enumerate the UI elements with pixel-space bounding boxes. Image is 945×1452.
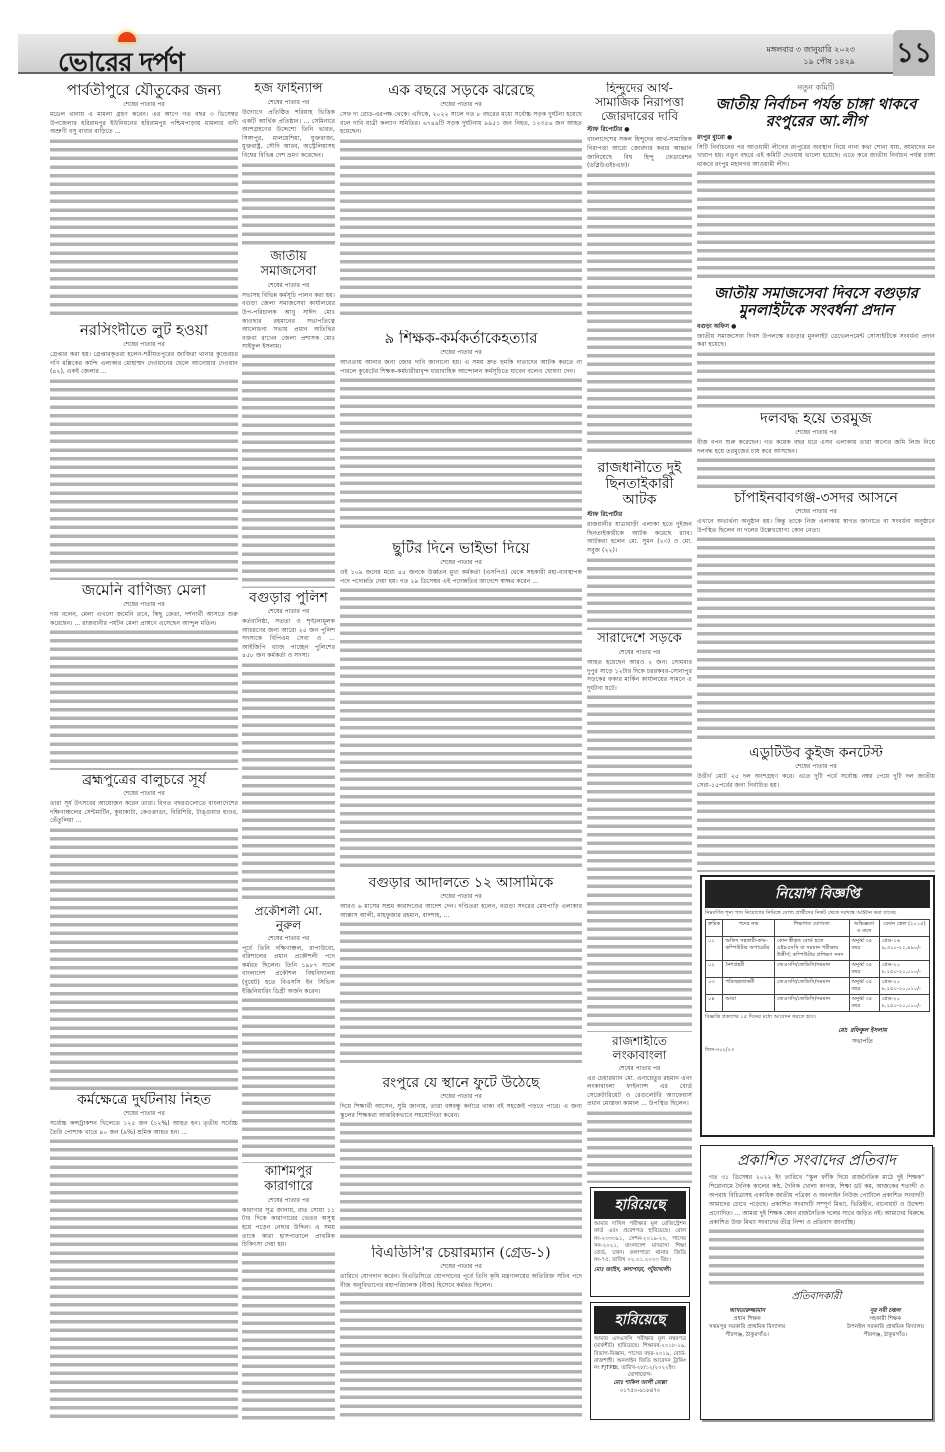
article-headline: পার্বতীপুরে যৌতুকের জন্য [66, 82, 222, 99]
continued-label: শেষের পাতার পর [123, 1110, 165, 1118]
job-table-cell: নৈশপ্রহরী [723, 961, 775, 978]
job-table-cell: জেএসসি/জেডিসি/সমমান [774, 961, 849, 978]
lost-notice-2 [590, 1302, 690, 1420]
continued-label: শেষের পাতার পর [123, 790, 165, 798]
job-table-cell: গ্রেড-২০ ৮,২৫০-২০,০১০/- [879, 978, 929, 995]
article-headline: দলবদ্ধ হয়ে তরমুজ [760, 410, 872, 427]
continued-label: শেষের পাতার পর [618, 1064, 661, 1072]
article-body: ওই ১০৯ জনের মধ্যে ৪৫ জনকে উর্ধ্বতন মুখ্য কর্মকর্তা (এসপিও) থেকে সহকারী মহা-ব্যবস্থাপক পদে পদোন্নতি দেয়া হয়। গত ২৯ ডিসেম্বর এই পদোন্নতির আদেশে স্বাক্ষর করেন ... [340, 569, 582, 585]
article-chapai [697, 490, 935, 743]
job-table-cell: জেএসসি/জেডিসি/সমমান [774, 995, 849, 1012]
job-ad-signatory: মো: রফিকুল ইসলাম [838, 1027, 887, 1034]
signer-school: উপনইল সরকারি প্রাথমিক বিদ্যালয় [846, 1323, 924, 1330]
article-body: আহত হয়েছেন আরও ২ জন। সোমবার দুপুর সাড়ে ১২টার দিকে চররকবর-সোনাপুর সড়কের ফকার মার্কিন কার্যালয়ের সামনে এ দুর্ঘটনা ঘটে। [587, 658, 692, 692]
sun-logo-icon [118, 32, 136, 42]
job-table-cell: অনুর্ধ্ব ৩৫ বছর [849, 961, 879, 978]
article-headline: জাতীয় সমাজসেবা দিবসে বগুড়ার মুনলাইটকে সংবর্ধনা প্রদান [714, 285, 918, 320]
article-text-lines [340, 137, 582, 320]
article-bogra-police [242, 590, 335, 903]
job-table-cell: কোন স্বীকৃত বোর্ড হতে এইচএসসি বা সমমান পরীক্ষায় উত্তীর্ণ; কম্পিউটার প্রশিক্ষণ সনদ [774, 937, 849, 961]
lost-notice-body: আমার দাখিল পরীক্ষার মূল রেজিস্ট্রেশন কার্ড এবং প্রবেশপত্র হারিয়েছে। রোল নং-২৩৩৩৯১, সেশন-২০১৯-২০, পাসের সন-২০২১, বাংলাদেশ মাদরাসা শিক্ষা বোর্ড, ঢাকা। কলাপাড়া থানার জিডি নং-৭৫, তারিখ ০২.০১.২০২৩ খ্রিঃ। [594, 1221, 686, 1264]
continued-label: শেষের পাতার পর [618, 648, 661, 656]
job-ad-footer: বিজ্ঞপ্তি প্রকাশের ১৫ দিনের মধ্যে আবেদন করতে হবে। [705, 1014, 816, 1020]
job-ad-title: নিয়োগ বিজ্ঞপ্তি [705, 880, 930, 908]
article-headline: রাজশাহীতে লংকাবাংলা [612, 1035, 667, 1062]
article-engineer [242, 905, 335, 1163]
continued-label: শেষের পাতার পর [123, 101, 165, 109]
continued-label: শেষের পাতার পর [440, 1263, 482, 1271]
article-headline: সারাদেশে সড়কে [597, 632, 682, 646]
job-table-cell: গ্রেড-২০ ৮,২৫০-২০,০১০/- [879, 995, 929, 1012]
lost-notice-name: মোঃ জাহিদ, কলাপাড়া, পটুয়াখালী। [594, 1266, 671, 1273]
article-badc [340, 1245, 582, 1420]
continued-label: শেষের পাতার পর [440, 349, 482, 357]
signer-place: পীরগঞ্জ, ঠাকুরগাঁও। [725, 1331, 769, 1338]
article-text-lines [340, 1290, 582, 1420]
article-body: সিটি নির্বাচনের পর আওয়ামী লীগের রংপুরের অবস্থান নিয়ে নানা কথা শোনা যায়, আমাদের মন খারাপ হয়। নতুন বছরে এই কমিটি দেওয়ায় ভালো হয়েছে। এতে করে জাতীয় নির্বাচন পর্যন্ত চাঙ্গা থাকবে রংপুর মহানগর আওয়ামী লীগ। [697, 143, 935, 168]
article-headline: জাতীয় সমাজসেবা [260, 250, 317, 279]
job-table-cell: অনুর্ধ্ব ৩৫ বছর [849, 995, 879, 1012]
job-table-row [706, 961, 930, 978]
article-headline: প্রকৌশলী মো. নুরুল [254, 905, 323, 932]
continued-label: শেষের পাতার পর [267, 1196, 310, 1204]
article-text-lines [697, 169, 935, 282]
article-headline: এডুটিউব কুইজ কনটেস্ট [749, 745, 883, 761]
article-headline: ছুটির দিনে ভাইভা দিয়ে [392, 540, 530, 557]
article-hajj [242, 82, 335, 245]
article-viva [340, 540, 582, 870]
article-kashimpur [242, 1165, 335, 1420]
page-number: ১১ [893, 30, 935, 76]
article-text-lines [50, 826, 238, 1090]
article-byline: বগুড়া অফিস ● [697, 322, 737, 330]
lost-notice-1 [590, 1187, 690, 1297]
article-headline: নরসিংদীতে লুট হওয়া [79, 322, 209, 339]
article-body: দিয়ে শিক্ষার্থী আসেন, সুমি জানায়, তারা বঙ্গবন্ধু কর্নারে থাকা বই সহজেই পড়তে পারে। এ জন্য স্কুলের শিক্ষকরা আন্তরিকভাবে সহযোগিতা করেন। [340, 1103, 582, 1119]
signer-role: প্রধান শিক্ষক [733, 1315, 761, 1322]
signer-place: পীরগঞ্জ, ঠাকুরগাঁও। [863, 1331, 908, 1338]
lost-notice-contact-label: যোগাযোগ- [627, 1372, 653, 1379]
article-body: এখানে অভ্যর্থনা অনুষ্ঠান হয়। কিন্তু তাকে নিজ এলাকায় স্বাগত জানাতে বা সংবর্ধনা অনুষ্ঠানে উপস্থিত ছিলেন না দলের উল্লেখযোগ্য কোন নেতা। [697, 518, 935, 534]
article-headline: কাশিমপুর কারাগারে [264, 1165, 313, 1194]
article-byline: স্টাফ রিপোর্টার ● [587, 126, 630, 134]
article-body: এর চেয়ারম্যান মো. এনায়েতুর রহমান এবং লংকাবাংলা ফাইন্যান্স এর বোর্ড সেক্রেটারিয়েট ও রেগুলেটরি অ্যাফেয়ার্স প্রধান মোস্তফা কামাল ... উপস্থিত ছিলেন। [587, 1074, 692, 1108]
article-body: উদ্যোগে প্রতিষ্ঠিত শরিয়াহ ভিত্তিক একটি আর্থিক প্রতিষ্ঠান। ... সেমিনারে অংশগ্রহণের উদ্দেশ্যে তিনি ভারত, সিঙ্গাপুর, মালয়েশিয়া, যুক্তরাজ্য, যুক্তরাষ্ট্র, সৌদি আরব, অস্ট্রেলিয়াসহ বিশ্বের বিভিন্ন দেশ ভ্রমণ করেছেন। [242, 108, 335, 159]
article-moonlight [697, 285, 935, 408]
signer-role: সহকারী শিক্ষক [869, 1315, 902, 1322]
lost-notice-name: মোঃ শাকিল আলী মোল্লা [613, 1380, 667, 1387]
article-election [697, 82, 935, 282]
continued-label: শেষের পাতার পর [123, 341, 165, 349]
article-text-lines [340, 586, 582, 870]
signer-name: নূর নবী চঞ্চল [870, 1307, 901, 1314]
continued-label: শেষের পাতার পর [440, 1093, 482, 1101]
job-table-cell: পরিচ্ছন্নতাকর্মী [723, 978, 775, 995]
issue-date [767, 44, 856, 68]
continued-label: শেষের পাতার পর [267, 98, 310, 106]
job-table-cell: ০৩ [706, 978, 723, 995]
signer-school: সন্তমপুর সরকারি প্রাথমিক বিদ্যালয় [709, 1323, 786, 1330]
article-body: গ্রেপ্তার করা হয়। গ্রেপ্তারকৃতরা হলেন-শরীয়তপুরের জাজিরা থানার কুন্ডেরচর গণি মল্লিকের কান্দি এলাকার মোহাম্মদ দেওয়ানের ছেলে আনোয়ার দেওয়ান (৪২), একই জেলার ... [50, 351, 238, 376]
job-ad-code: জিস-৩০২/২৩ [705, 1047, 734, 1053]
continued-label: শেষের পাতার পর [440, 893, 482, 901]
date-bengali: ১৯ পৌষ ১৪২৯ [803, 57, 855, 66]
job-table-cell: আয়া [723, 995, 775, 1012]
continued-label: শেষের পাতার পর [123, 601, 165, 609]
lost-notice-phone: ০১৭৫০-৬১৮৪৭০ [619, 1388, 661, 1395]
continued-label: শেষের পাতার পর [795, 429, 837, 437]
article-body: পূর্বে তিনি দক্ষিণাঞ্চল, বাপাউবো, বরিশালের প্রধান প্রকৌশলী পদে কর্মরত ছিলেন। তিনি ১৯৮৭ সালে বাংলাদেশ প্রকৌশল বিশ্ববিদ্যালয় (বুয়েট) হতে বিএসসি ইন সিভিল ইঞ্জিনিয়ারিং ডিগ্রী অর্জন করেন। [242, 944, 335, 995]
article-text-lines [340, 376, 582, 530]
article-text-lines [242, 161, 335, 246]
rebuttal-protester-label: প্রতিবাদকারী [791, 1291, 842, 1303]
article-text-lines [242, 996, 335, 1163]
article-jomeni [50, 582, 238, 770]
article-body: মডেল থানায় এ মামলা গ্রহণ করেন। এর আগে গত বছর ৩ ডিসেম্বর উপজেলার হরিরামপুর ইউনিয়নের হরিরামপুর পশ্চিমপাড়ায় মামলার বাদী অশ্রুণী বসু বাবার বাড়িতে ... [50, 111, 238, 136]
article-text-lines [587, 693, 692, 1032]
lost-notice-body: আমার এসএসসি পরীক্ষার মূল নম্বরপত্র (মার্কশীট) হারিয়েছে। শিক্ষাবর্ষ-২০১৮-১৯, বিভাগ-বিজ্ঞান, পাসের বছর-২০১৯, বোর্ড-রাজশাহী। অনলাইন জিডি আবেদন ট্রাকিং নং FJTPBI, তারিখ-২৮/১২/২০২২ইং। [594, 1336, 686, 1372]
article-rangpur [340, 1075, 582, 1243]
job-table-row [706, 978, 930, 995]
article-lankabangla [587, 1035, 692, 1183]
article-byline: স্টাফ রিপোর্টার [587, 511, 623, 519]
job-ad-intro: নিম্নবর্ণিত শূন্য পদে নিয়োগের নিমিত্তে যোগ্য প্রার্থীদের নিকট থেকে দরখাস্ত আহ্বান করা যাচ্ছে। [705, 910, 897, 916]
article-headline: জাতীয় নির্বাচন পর্যন্ত চাঙ্গা থাকবে রংপুরের আ.লীগ [715, 95, 917, 131]
article-headline: বগুড়ার পুলিশ [249, 590, 328, 606]
continued-label: শেষের পাতার পর [795, 763, 837, 771]
job-table-header: বেতন স্কেল (২০১৫) [879, 920, 929, 937]
article-body: কারাগার সূত্র জানায়, রাত সোয়া ১১ টার দিকে কারাগারের ভেতর অসুস্থ হয়ে পড়েন নেছার উদ্দিন। এ সময় তাকে কারা হাসপাতালে প্রাথমিক চিকিৎসা দেয়া হয়। [242, 1206, 335, 1249]
job-ad [700, 875, 935, 1137]
article-snatchers [587, 460, 692, 630]
article-text-lines [242, 1250, 335, 1420]
article-headline: রাজধানীতে দুই ছিনতাইকারী আটক [597, 460, 682, 509]
date-gregorian: মঙ্গলবার ৩ জানুয়ারি ২০২৩ [766, 45, 855, 54]
article-body: সভাসহ বিভিন্ন কর্মসূচি পালন করা হয়। বগুড়া জেলা সমাজসেবা কার্যালয়ের উপ-পরিচালক আবু সাঈদ মোঃ কাওছার রহমানের সভাপতিত্বে আলোচনা সভায় প্রধান অতিথির বক্তব্য রাখেন জেলা প্রশাসক মোঃ সাইফুল ইসলাম। [242, 291, 335, 351]
job-table-cell: ০৪ [706, 995, 723, 1012]
article-samajseba [242, 250, 335, 588]
article-text-lines [697, 350, 935, 408]
article-hindu [587, 82, 692, 457]
job-table-header: ক্রমিক [706, 920, 723, 937]
article-text-lines [587, 171, 692, 457]
article-text-lines [697, 456, 935, 488]
article-text-lines [50, 137, 238, 320]
article-text-lines [340, 1120, 582, 1243]
article-text-lines [340, 920, 582, 1063]
article-headline: জমেনি বাণিজ্য মেলা [81, 582, 207, 599]
article-watermelon [697, 410, 935, 488]
rebuttal-title: প্রকাশিত সংবাদের প্রতিবাদ [737, 1151, 896, 1169]
article-edutube [697, 745, 935, 872]
article-body: বাংলাদেশের সকল হিন্দুদের আর্থ-সামাজিক নিরাপত্তা আরো জোরদার করার আহ্বান জানিয়েছে বিশ্ব হিন্দু ফেডারেশন (ডব্লিউএইচএফ)। [587, 136, 692, 170]
article-body: সর্বোচ্চ কন্সট্রাকশন খিলেতে ১২৫ জন (১২%) আহত হন। তৃতীয় সর্বোচ্চ তৈরি পোশাক খাতে ৯০ জন (৯%) শ্রমিক আহত হন। ... [50, 1120, 238, 1136]
article-bogra-court [340, 875, 582, 1063]
article-text-lines [697, 535, 935, 743]
lost-notice-title: হারিয়েছে [594, 1306, 686, 1334]
article-text-lines [50, 377, 238, 580]
job-ad-signatory-role: সভাপতি [852, 1038, 873, 1045]
job-table-cell: গ্রেড-২০ ৮,২৫০-২০,০১০/- [879, 961, 929, 978]
article-body: আরও ৬ মাসের সশ্রম কারাদণ্ডের আদেশ দেন। দণ্ডিতরা হলেন, বগুড়া সদরের মেঘপাড়ি এলাকার আক্কাস আলী, মাহফুজার রহমান, বাদশাহ, ... [340, 903, 582, 919]
article-byline: রংপুর ব্যুরো ● [697, 133, 733, 141]
article-body: আওতায় আনার জন্য জোর দাবি জানানো হয়। এ সময় দ্রুত হুমকি দাতাদের আটক করতে না পারলে কুয়েটের শিক্ষক-কর্মচারীরাবৃন্দ ধারাবাহিক আন্দোলন কর্মসূচিতে যাবেন বলেও ঘোষণা দেন। [340, 359, 582, 375]
continued-label: শেষের পাতার পর [267, 934, 310, 942]
job-table-cell: অফিস সহকারী-কাম-কম্পিউটার অপারেটর [723, 937, 775, 961]
article-body: বীজ বপন শুরু করেছেন। গত কয়েক বছর ধরে এসব এলাকায় তারা অন্যের জমি লিজ নিয়ে দলবদ্ধ হয়ে তরমুজের চাষ করে আসছেন। [697, 439, 935, 455]
article-body: কর্তব্যনিষ্ঠা, সততা ও শৃঙ্খলামূলক আচরণের জন্য আরো ২৫ জন পুলিশ সদস্যকে বিপিএম সেবা ও ... আইজিপি ব্যাজ পাচ্ছেন পুলিশের ৪৫৮ জন কর্মকর্তা ও সদস্য। [242, 618, 335, 660]
rebuttal-body: গত ৩১ ডিসেম্বর ২০২২ ইং তারিখে "স্কুল ফাঁকি দিয়ে রাজনৈতিক মাঠে দুই শিক্ষক" শিরোনামে দৈনিক কালের কণ্ঠ, দৈনিক খোলা কাগজ, শিক্ষা ডট কম, আজকের শতাব্দী ও অপরাধ বিচিত্রাসহ একাধিক জাতীয় পত্রিকা ও অনলাইন নিউজ পোর্টালে প্রকাশিত সংবাদটি আমাদের চোখে পড়েছে। প্রকাশিত সংবাদটি সম্পূর্ণ মিথ্যা, ভিত্তিহীন, বানোয়াট ও উদ্দেশ্য প্রণোদিত। ... আমরা দুই শিক্ষক কোন রাজনৈতিক দলের সাথে জড়িত নই। আমাদের বিরুদ্ধে প্রকাশিত উক্ত মিথ্যা সংবাদের তীব্র নিন্দা ও প্রতিবাদ জানাচ্ছি। [709, 1174, 924, 1227]
article-nationwide-road [587, 632, 692, 1032]
rebuttal-signer [709, 1307, 785, 1339]
article-headline: কর্মক্ষেত্রে দুর্ঘটনায় নিহত [77, 1092, 211, 1108]
article-headline: এক বছরে সড়কে ঝরেছে [388, 82, 534, 99]
job-table-cell: ০২ [706, 961, 723, 978]
article-nine-teachers [340, 330, 582, 530]
article-text-lines [697, 790, 935, 872]
article-text-lines [242, 661, 335, 903]
job-table-row [706, 995, 930, 1012]
newspaper-logo: ভোরের দর্পণ [58, 48, 184, 78]
article-body: উত্তীর্ণ মোট ২৫ দল অংশগ্রহণ করে। এতে দুটি পর্বে সর্বোচ্চ নম্বর পেয়ে দুটি দল জাতীয় সেরা-১৫পর্বের জন্য নির্বাচিত হয়। [697, 773, 935, 789]
continued-label: শেষের পাতার পর [440, 559, 482, 567]
article-headline: হিন্দুদের আর্থ-সামাজিক নিরাপত্তা জোরদারের দাবি [595, 82, 684, 123]
article-body: সেফ দ্য রোড-এরপক্ষ থেকে। এদিকে, ২০২২ সালে গত ৮ বছরের মধ্যে সর্বোচ্চ সড়ক দুর্ঘটনা হয়েছে বলে দাবি যাত্রী কল্যাণ সমিতির। ৬৭৪৯টি সড়ক দুর্ঘটনায় ৯৯৫১ জন নিহত, ১২৩৫৬ জন আহত হয়েছেন। [340, 111, 582, 136]
article-text-lines [50, 628, 238, 770]
continued-label: শেষের পাতার পর [795, 508, 837, 516]
continued-label: শেষের পাতার পর [267, 281, 310, 289]
article-text-lines [587, 1109, 692, 1183]
article-headline: রংপুরে যে স্থানে ফুটে উঠেছে [382, 1075, 540, 1091]
article-karmakhetre [50, 1092, 238, 1420]
article-brahmaputra [50, 772, 238, 1090]
lost-notice-title: হারিয়েছে [594, 1191, 686, 1219]
article-narsingdi [50, 322, 238, 580]
article-text-lines [587, 556, 692, 630]
article-body: দাম বলেন, মেলা এখনো জমেনি তবে, কিছু ক্রেতা, দর্শনার্থী আসতে শুরু করেছেন। ... রাজধানীর পর্যটন মেলা প্রাঙ্গণে এসেছেন আন্দুল মতিন। [50, 611, 238, 627]
signer-name: আখতারুজ্জামান [729, 1307, 766, 1314]
job-table-cell: অনুর্ধ্ব ৩৫ বছর [849, 978, 879, 995]
article-headline: হজ ফাইন্যান্স [254, 82, 323, 96]
job-table-header: পদের নাম [723, 920, 775, 937]
article-road-year [340, 82, 582, 320]
job-table [705, 919, 930, 1012]
job-table-row [706, 937, 930, 961]
article-kicker: নতুন কমিটি [797, 83, 835, 92]
article-text-lines [242, 352, 335, 588]
job-table-cell: ০১ [706, 937, 723, 961]
masthead [18, 34, 935, 78]
article-body: তারা সূর্য উৎসবের আয়োজন করেন তারা। বিগত বছরগুলোতে বাংলাদেশের দক্ষিণাঞ্চলের সেন্টমার্টিন, কুয়াকাটা, কেওক্রাডং, বিরিশিরি, টাঙ্গুয়ার হাওর, তেঁতুলিয়া ... [50, 800, 238, 825]
article-headline: ৯ শিক্ষক-কর্মকর্তাকেহত্যার [384, 330, 538, 347]
continued-label: শেষের পাতার পর [440, 101, 482, 109]
article-headline: বিএডিসি'র চেয়ারম্যান (গ্রেড-১) [371, 1245, 551, 1261]
article-headline: চাঁপাইনবাবগঞ্জ-৩সদর আসনে [734, 490, 898, 506]
job-table-cell: অনুর্ধ্ব ৩৫ বছর [849, 937, 879, 961]
rebuttal-signer [847, 1307, 924, 1339]
article-headline: ব্রহ্মপুত্রের বালুচরে সূর্য [82, 772, 206, 788]
article-body: রাজধানীর যাত্রাবাড়ী এলাকা হতে দুইজন ছিনতাইকারীকে আটক করেছে র‍্যাব। আটকরা হলেন মো. সুমন (২৩) ও মো. সবুজ (২২)। [587, 521, 692, 555]
article-headline: বগুড়ার আদালতে ১২ আসামিকে [368, 875, 554, 891]
article-body: জাতীয় সমাজসেবা দিবস উপলক্ষে বগুড়ার মুনলাইট ডেভেলপমেন্ট সোসাইটিকে সংবর্ধনা প্রদান করা হয়েছে। [697, 332, 935, 349]
job-table-cell: জেএসসি/জেডিসি/সমমান [774, 978, 849, 995]
job-table-header: অভিজ্ঞতা ও বয়স [849, 920, 879, 937]
rebuttal-notice [700, 1145, 933, 1420]
article-text-lines [50, 1137, 238, 1420]
job-table-header: শিক্ষাগত যোগ্যতা [774, 920, 849, 937]
article-body: তারিখে যোগদান করেন। বিএডিসিতে যোগদানের পূর্বে তিনি কৃষি মন্ত্রণালয়ের অতিরিক্ত সচিব পদে বীজ অনুবিভাগের মহাপরিচালক (বীজ) হিসেবে কর্মরত ছিলেন। [340, 1273, 582, 1289]
article-parbatipur [50, 82, 238, 320]
job-table-cell: গ্রেড-১৬ ৯,৩০০-২২,৪৯০/- [879, 937, 929, 961]
continued-label: শেষের পাতার পর [267, 608, 310, 616]
